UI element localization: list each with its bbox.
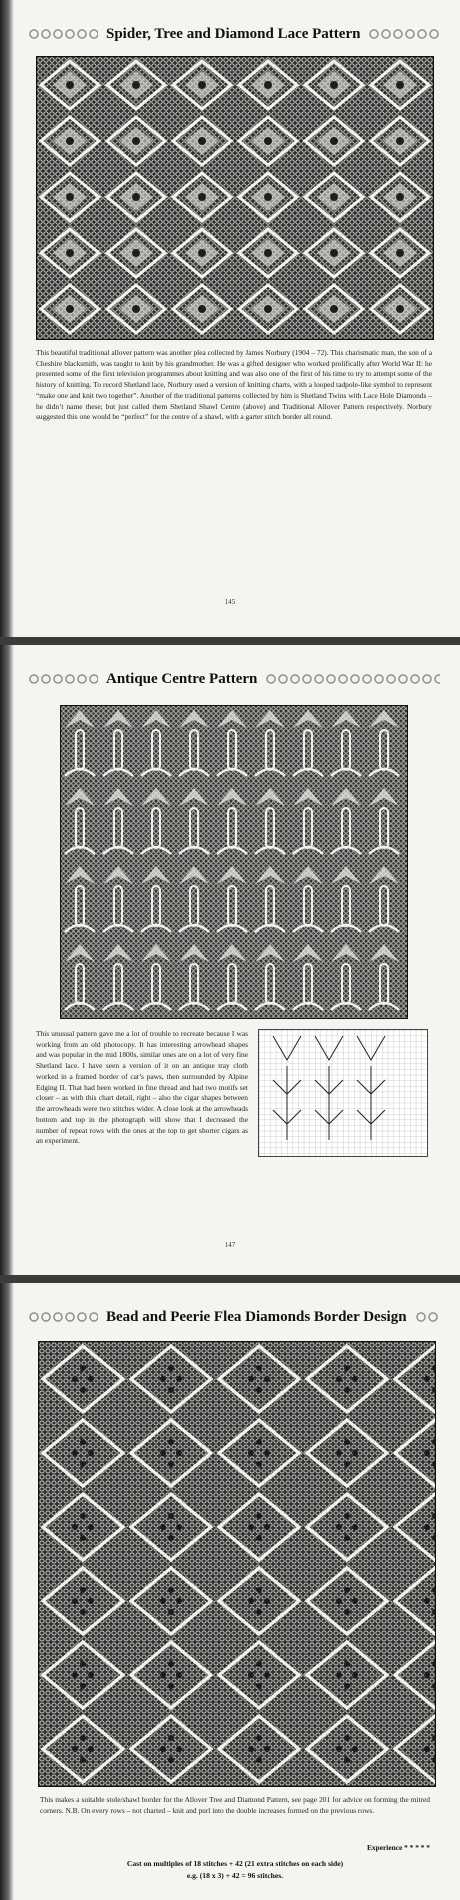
ornament-right: [265, 673, 440, 685]
page-header: [28, 22, 440, 46]
page-title: Bead and Peerie Flea Diamonds Border Design: [106, 1308, 407, 1325]
lace-texture: [39, 1342, 435, 1786]
page-title: Spider, Tree and Diamond Lace Pattern: [106, 25, 361, 42]
knitting-chart: [258, 1029, 428, 1157]
ornament-right: [368, 28, 440, 40]
ornament-right: [415, 1311, 440, 1323]
lace-photo: [36, 56, 434, 340]
lace-photo: [38, 1341, 436, 1787]
book-page-antique-centre: [0, 645, 460, 1275]
lace-texture: [61, 706, 407, 1018]
lace-photo: [60, 705, 408, 1019]
description-text: This unusual pattern gave me a lot of trouble to recreate because I was working from an old photocopy. It has interesting arrowhead shapes and was popular in the mid 1800s, similar ones are on a lot of very fine Shetland lace. I have seen a version of it on an antique tray cloth worked in a framed border of cat’s paws, then surrounded by Alpine Edging II. That had been worked in fine thread and had two motifs set closer – as with this chart detail, right – also the cigar shapes between the arrowheads were two stitches wider. A close look at the arrowheads bottom and top in the photograph will show that I decreased the number of repeat rows with the ones at the top to get shorter cigars as an experiment.: [36, 1029, 248, 1146]
ornament-left: [28, 28, 98, 40]
lace-texture: [37, 57, 433, 339]
cast-on-line-1: Cast on multiples of 18 stitches + 42 (21 extra stitches on each side): [126, 1859, 344, 1868]
page-number: 147: [224, 1241, 236, 1249]
cast-on-line-2: e.g. (18 x 3) + 42 = 96 stitches.: [186, 1871, 284, 1880]
description-text: This makes a suitable stole/shawl border for the Allover Tree and Diamond Pattern, see page 201 for advice on forming the mitred corners. N.B. On every rows – not charted – knit and purl into the double increases formed on the previous rows.: [40, 1795, 430, 1815]
page-number: 145: [224, 598, 236, 606]
ornament-left: [28, 673, 98, 685]
book-page-bead-peerie-flea: [0, 1283, 460, 1900]
experience-rating: Experience * * * * *: [366, 1843, 430, 1852]
ornament-left: [28, 1311, 98, 1323]
page-header: [28, 1305, 440, 1329]
description-text: This beautiful traditional allover pattern was another plea collected by James Norbury (1904 – 72). This charismatic man, the son of a Cheshire blacksmith, was taught to knit by his grandmother. He was a gifted designer who worked prolifically after World War II: he presented some of the first television programmes about knitting and was also one of the first of his time to try to attempt some of the history of knitting. To record Shetland lace, Norbury used a version of knitting charts, with a looped tadpole-like symbol to represent “make one and knit two together”. Another of the traditional patterns collected by him is Shetland Twins with Lace Hole Diamonds – he didn’t name these; but just called them Shetland Shawl Centre (above) and Traditional Allover Pattern respectively. Norbury suggested this one would be “perfect” for the centre of a shawl, with a garter stitch border all round.: [36, 348, 432, 422]
book-page-spider-tree-diamond: [0, 0, 460, 637]
page-header: [28, 667, 440, 691]
page-title: Antique Centre Pattern: [106, 670, 258, 687]
chart-grid: [259, 1030, 427, 1156]
